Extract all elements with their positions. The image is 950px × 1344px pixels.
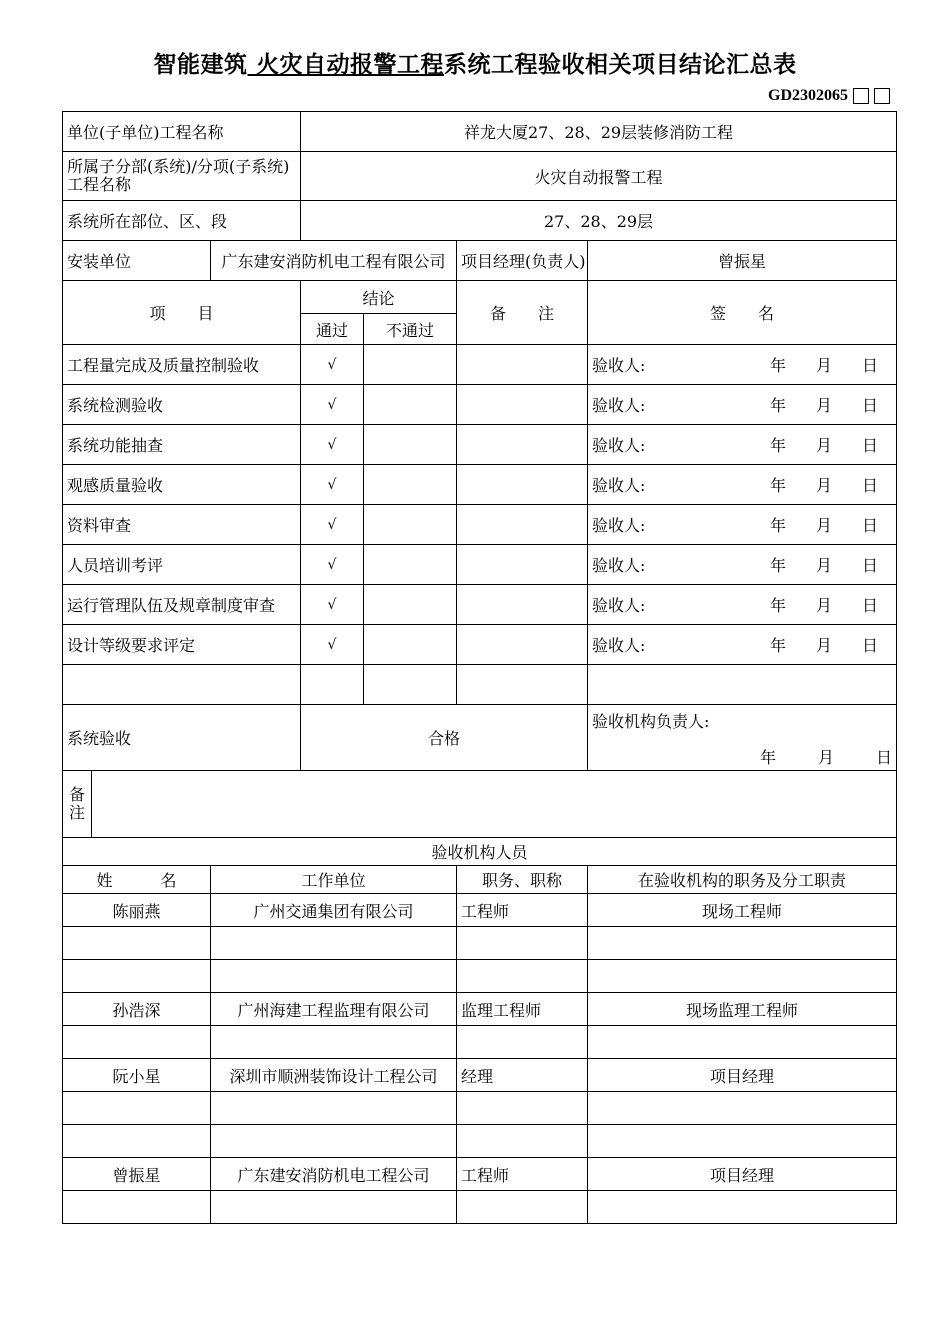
row-unit-project: [63, 112, 897, 152]
table-row: [63, 425, 897, 465]
remarks-label: 备注: [69, 785, 86, 822]
personnel-row: [63, 927, 897, 960]
person-name: 阮小星: [63, 1059, 211, 1092]
person-org: [211, 960, 457, 993]
personnel-header-org: 工作单位: [211, 866, 457, 894]
row-location: [63, 201, 897, 241]
table-row: [63, 345, 897, 385]
subsystem-label: 所属子分部(系统)/分项(子系统)工程名称: [63, 152, 301, 201]
person-role: 项目经理: [588, 1158, 897, 1191]
person-org: 深圳市顺洲装饰设计工程公司: [211, 1059, 457, 1092]
remark-cell: [457, 545, 588, 585]
subsystem-value: 火灾自动报警工程: [301, 152, 897, 201]
checkbox-icon: [874, 88, 890, 104]
personnel-row: [63, 1026, 897, 1059]
remark-cell: [457, 585, 588, 625]
page-title: 智能建筑 火灾自动报警工程系统工程验收相关项目结论汇总表: [153, 52, 797, 78]
person-name: [63, 927, 211, 960]
person-org: 广东建安消防机电工程公司: [211, 1158, 457, 1191]
person-name: [63, 1125, 211, 1158]
person-org: [211, 1026, 457, 1059]
personnel-row: [63, 1092, 897, 1125]
table-row: [63, 545, 897, 585]
remark-cell: [457, 505, 588, 545]
row-installer: [63, 241, 897, 281]
pass-check: √: [301, 585, 364, 625]
person-org: [211, 927, 457, 960]
title-project-name: 火灾自动报警工程: [247, 52, 444, 78]
item-name: 观感质量验收: [63, 465, 301, 505]
person-name: 曾振星: [63, 1158, 211, 1191]
personnel-header-name: 姓 名: [63, 866, 211, 894]
fail-cell: [364, 585, 457, 625]
person-org: [211, 1092, 457, 1125]
pass-header: 通过: [301, 314, 364, 345]
signature-cell: 验收人: 年 月 日: [588, 625, 897, 665]
remarks-content: [92, 771, 896, 837]
remarks-cell: [63, 771, 897, 838]
signature-cell: 验收人: 年 月 日: [588, 425, 897, 465]
personnel-header-title: 职务、职称: [457, 866, 588, 894]
person-role: [588, 1092, 897, 1125]
personnel-row: [63, 960, 897, 993]
acceptance-summary-table: [62, 111, 897, 1224]
row-column-headers: [63, 281, 897, 314]
item-name: 系统功能抽查: [63, 425, 301, 465]
signature-cell: 验收人: 年 月 日: [588, 505, 897, 545]
person-role: [588, 1125, 897, 1158]
pm-label: 项目经理(负责人): [457, 241, 588, 281]
pass-check: √: [301, 505, 364, 545]
signature-cell: 验收人: 年 月 日: [588, 545, 897, 585]
person-title: [457, 1191, 588, 1224]
pm-value: 曾振星: [588, 241, 897, 281]
location-value: 27、28、29层: [301, 201, 897, 241]
person-org: 广州海建工程监理有限公司: [211, 993, 457, 1026]
table-row: [63, 505, 897, 545]
person-title: 监理工程师: [457, 993, 588, 1026]
person-title: [457, 960, 588, 993]
person-title: [457, 1026, 588, 1059]
item-name: 系统检测验收: [63, 385, 301, 425]
unit-project-label: 单位(子单位)工程名称: [63, 112, 301, 152]
person-name: 陈丽燕: [63, 894, 211, 927]
personnel-row: [63, 894, 897, 927]
row-personnel-headers: [63, 866, 897, 894]
signature-cell: 验收人: 年 月 日: [588, 345, 897, 385]
row-subsystem: [63, 152, 897, 201]
unit-project-value: 祥龙大厦27、28、29层装修消防工程: [301, 112, 897, 152]
personnel-header-role: 在验收机构的职务及分工职责: [588, 866, 897, 894]
item-name: 工程量完成及质量控制验收: [63, 345, 301, 385]
personnel-section-title: 验收机构人员: [63, 838, 897, 866]
person-name: 孙浩深: [63, 993, 211, 1026]
system-acceptance-result: 合格: [301, 705, 588, 771]
pass-check: √: [301, 545, 364, 585]
person-title: 经理: [457, 1059, 588, 1092]
person-title: 工程师: [457, 894, 588, 927]
checkbox-icon: [853, 88, 869, 104]
remark-cell: [457, 345, 588, 385]
person-role: 现场工程师: [588, 894, 897, 927]
item-name: 人员培训考评: [63, 545, 301, 585]
signature-cell: 验收人: 年 月 日: [588, 465, 897, 505]
table-row: [63, 465, 897, 505]
person-role: [588, 1191, 897, 1224]
pass-check: √: [301, 425, 364, 465]
installer-value: 广东建安消防机电工程有限公司: [211, 241, 457, 281]
person-role: [588, 1026, 897, 1059]
person-name: [63, 1026, 211, 1059]
sign-header: 签 名: [588, 281, 897, 345]
person-name: [63, 1191, 211, 1224]
acceptance-head-label: 验收机构负责人:: [592, 712, 710, 731]
item-name: 资料审查: [63, 505, 301, 545]
fail-cell: [364, 385, 457, 425]
remark-cell: [457, 425, 588, 465]
table-row: [63, 585, 897, 625]
person-name: [63, 1092, 211, 1125]
person-title: [457, 1125, 588, 1158]
fail-cell: [364, 425, 457, 465]
fail-header: 不通过: [364, 314, 457, 345]
person-title: [457, 1092, 588, 1125]
item-name: 运行管理队伍及规章制度审查: [63, 585, 301, 625]
pass-check: √: [301, 345, 364, 385]
person-role: 项目经理: [588, 1059, 897, 1092]
person-title: 工程师: [457, 1158, 588, 1191]
acceptance-date: 年 月 日: [760, 748, 893, 767]
person-name: [63, 960, 211, 993]
pass-check: √: [301, 625, 364, 665]
person-role: [588, 960, 897, 993]
person-role: 现场监理工程师: [588, 993, 897, 1026]
pass-check: √: [301, 465, 364, 505]
person-org: [211, 1125, 457, 1158]
item-header: 项 目: [63, 281, 301, 345]
remark-cell: [457, 385, 588, 425]
acceptance-head-cell: [588, 705, 897, 771]
fail-cell: [364, 505, 457, 545]
signature-cell: 验收人: 年 月 日: [588, 385, 897, 425]
person-title: [457, 927, 588, 960]
table-row: [63, 625, 897, 665]
system-acceptance-label: 系统验收: [63, 705, 301, 771]
fail-cell: [364, 465, 457, 505]
signature-cell: 验收人: 年 月 日: [588, 585, 897, 625]
remark-cell: [457, 465, 588, 505]
personnel-row: [63, 1158, 897, 1191]
table-row: [63, 385, 897, 425]
remark-cell: [457, 625, 588, 665]
table-row-empty: [63, 665, 897, 705]
personnel-row: [63, 1125, 897, 1158]
installer-label: 安装单位: [63, 241, 211, 281]
fail-cell: [364, 625, 457, 665]
personnel-row: [63, 1059, 897, 1092]
fail-cell: [364, 545, 457, 585]
location-label: 系统所在部位、区、段: [63, 201, 301, 241]
row-remarks: [63, 771, 897, 838]
person-org: [211, 1191, 457, 1224]
conclusion-header: 结论: [301, 281, 457, 314]
item-name: 设计等级要求评定: [63, 625, 301, 665]
personnel-row: [63, 1191, 897, 1224]
row-system-acceptance: [63, 705, 897, 771]
remark-header: 备 注: [457, 281, 588, 345]
person-org: 广州交通集团有限公司: [211, 894, 457, 927]
person-role: [588, 927, 897, 960]
doc-code: GD2302065: [768, 87, 890, 105]
row-personnel-title: [63, 838, 897, 866]
personnel-row: [63, 993, 897, 1026]
fail-cell: [364, 345, 457, 385]
pass-check: √: [301, 385, 364, 425]
